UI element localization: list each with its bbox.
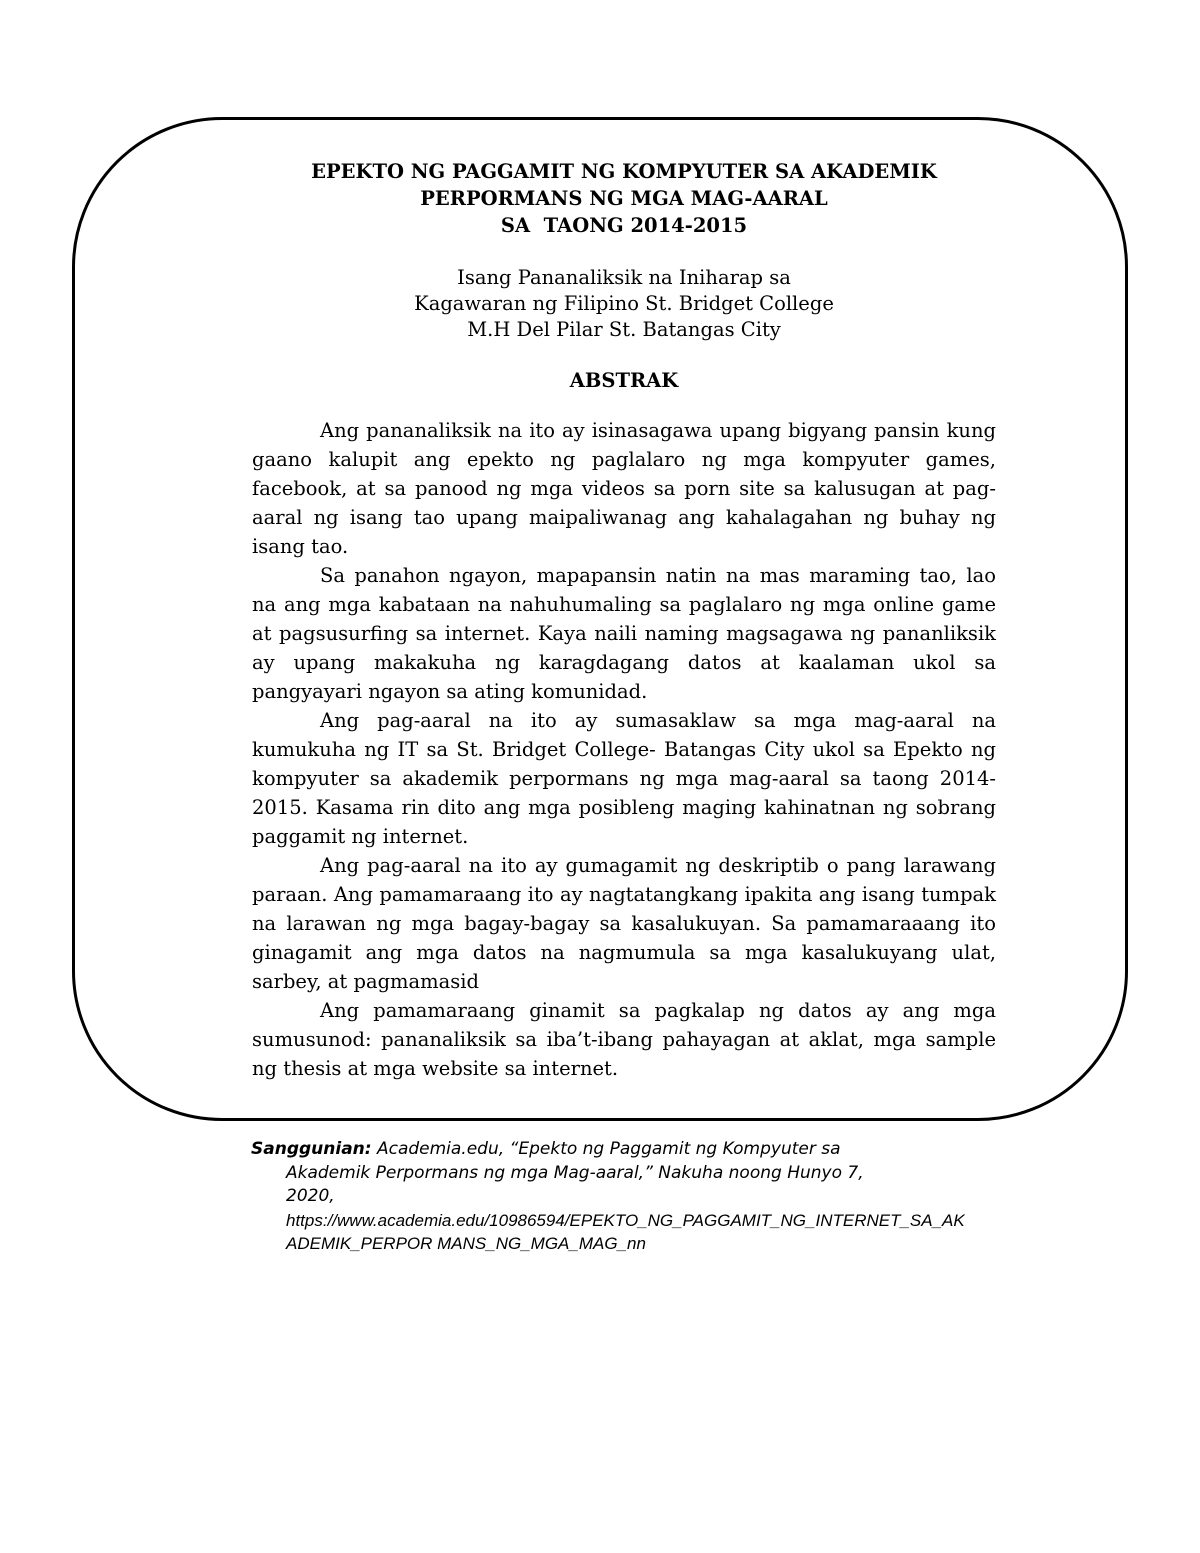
reference-line-1	[251, 1138, 981, 1162]
document-subtitle	[252, 265, 996, 343]
reference-line-3: 2020,	[286, 1186, 335, 1206]
abstract-heading: ABSTRAK	[569, 369, 679, 392]
abstract-content	[252, 158, 996, 1083]
abstract-paragraph-1: Ang pananaliksik na ito ay isinasagawa upang bigyang pansin kung gaano kalupit ang epekto ng paglalaro ng mga kompyuter games, facebook, at sa panood ng mga videos sa porn site sa kalusugan at pag-aaral ng isang tao upang maipaliwanag ang kahalagahan ng buhay ng isang tao.	[252, 419, 996, 558]
title-line-1: EPEKTO NG PAGGAMIT NG KOMPYUTER SA AKADEMIK	[311, 160, 937, 183]
document-title	[252, 158, 996, 239]
subtitle-line-1: Isang Pananaliksik na Iniharap sa	[457, 266, 791, 289]
abstract-paragraph-5: Ang pamamaraang ginamit sa pagkalap ng datos ay ang mga sumusunod: pananaliksik sa iba’t-ibang pahayagan at aklat, mga sample ng thesis at mga website sa internet.	[252, 999, 996, 1080]
reference-url-line-1[interactable]: https://www.academia.edu/10986594/EPEKTO_NG_PAGGAMIT_NG_INTERNET_SA_AK	[286, 1210, 965, 1230]
abstract-paragraph-4: Ang pag-aaral na ito ay gumagamit ng deskriptib o pang larawang paraan. Ang pamamaraang ito ay nagtatangkang ipakita ang isang tumpak na larawan ng mga bagay-bagay sa kasalukuyan. Sa pamamaraaang ito ginagamit ang mga datos na nagmumula sa mga kasalukuyang ulat, sarbey, at pagmamasid	[252, 854, 996, 993]
subtitle-line-2: Kagawaran ng Filipino St. Bridget College	[414, 292, 834, 315]
subtitle-line-3: M.H Del Pilar St. Batangas City	[467, 318, 781, 341]
reference-citation	[251, 1138, 981, 1256]
reference-line-2: Akademik Perpormans ng mga Mag-aaral,” Nakuha noong Hunyo 7,	[286, 1162, 864, 1183]
title-line-3: SA TAONG 2014-2015	[500, 214, 748, 237]
abstract-paragraph-2: Sa panahon ngayon, mapapansin natin na mas maraming tao, lao na ang mga kabataan na nahuhumaling sa paglalaro ng mga online game at pagsusurfing sa internet. Kaya naili naming magsagawa ng pananliksik ay upang makakuha ng karagdagang datos at kaalaman ukol sa pangyayari ngayon sa ating komunidad.	[252, 564, 996, 703]
reference-url-line-2[interactable]: ADEMIK_PERPOR MANS_NG_MGA_MAG_nn	[286, 1234, 646, 1253]
reference-text-1: Academia.edu, “Epekto ng Paggamit ng Kompyuter sa	[371, 1139, 841, 1159]
reference-label: Sanggunian:	[251, 1139, 372, 1159]
abstract-paragraph-3: Ang pag-aaral na ito ay sumasaklaw sa mga mag-aaral na kumukuha ng IT sa St. Bridget College- Batangas City ukol sa Epekto ng kompyuter sa akademik perpormans ng mga mag-aaral sa taong 2014-2015. Kasama rin dito ang mga posibleng maging kahinatnan ng sobrang paggamit ng internet.	[252, 709, 996, 848]
title-line-2: PERPORMANS NG MGA MAG-AARAL	[420, 187, 828, 210]
